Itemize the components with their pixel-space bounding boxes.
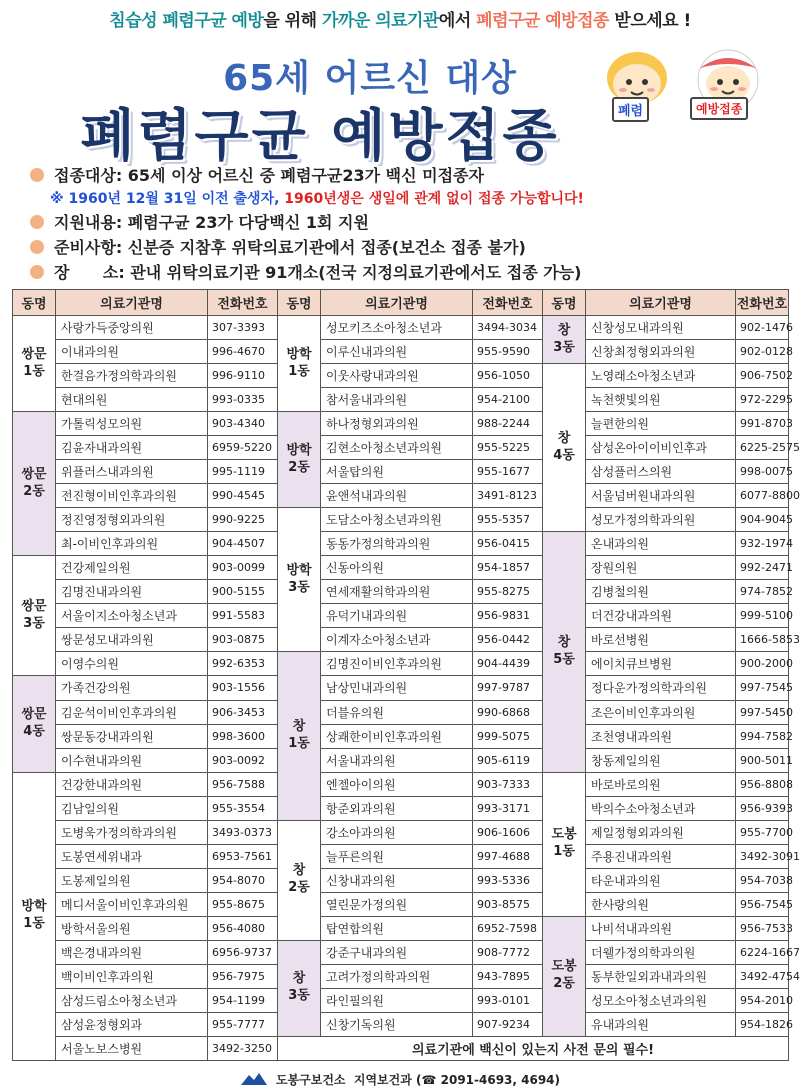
facility-name-cell: 쌍문동강내과의원 bbox=[56, 724, 208, 748]
facility-phone-cell: 956-7533 bbox=[736, 916, 789, 940]
birth-note-blue: ※ 1960년 12월 31일 이전 출생자, bbox=[50, 191, 280, 207]
vaccine-notice: 의료기관에 백신이 있는지 사전 문의 필수! bbox=[278, 1036, 789, 1060]
header-dong-1: 동명 bbox=[13, 290, 56, 316]
facility-phone-cell: 906-3453 bbox=[208, 700, 278, 724]
facility-name-cell: 남상민내과의원 bbox=[321, 676, 473, 700]
facility-name-cell: 삼성윤정형외과 bbox=[56, 1012, 208, 1036]
banner-part-1: 침습성 폐렴구균 예방 bbox=[109, 10, 264, 31]
facility-phone-cell: 997-7545 bbox=[736, 676, 789, 700]
facility-name-cell: 늘푸른의원 bbox=[321, 844, 473, 868]
dong-name-cell: 방학 1동 bbox=[13, 772, 56, 1060]
facility-name-cell: 삼성온아이이비인후과 bbox=[586, 436, 736, 460]
table-row bbox=[13, 700, 789, 724]
table-row bbox=[13, 964, 789, 988]
facility-phone-cell: 906-1606 bbox=[473, 820, 543, 844]
facility-phone-cell: 956-1050 bbox=[473, 364, 543, 388]
facility-phone-cell: 307-3393 bbox=[208, 316, 278, 340]
facility-phone-cell: 902-1476 bbox=[736, 316, 789, 340]
facility-phone-cell: 991-8703 bbox=[736, 412, 789, 436]
facility-name-cell: 정다운가정의학과의원 bbox=[586, 676, 736, 700]
facility-name-cell: 도병욱가정의학과의원 bbox=[56, 820, 208, 844]
facility-name-cell: 쌍문성모내과의원 bbox=[56, 628, 208, 652]
facility-name-cell: 상쾌한이비인후과의원 bbox=[321, 724, 473, 748]
facility-phone-cell: 3492-3250 bbox=[208, 1036, 278, 1060]
facility-name-cell: 서울넘버원내과의원 bbox=[586, 484, 736, 508]
facility-phone-cell: 955-9590 bbox=[473, 340, 543, 364]
table-body bbox=[13, 316, 800, 1061]
facility-phone-cell: 988-2244 bbox=[473, 412, 543, 436]
facility-name-cell: 동부한일외과내과의원 bbox=[586, 964, 736, 988]
dobong-logo-icon bbox=[240, 1072, 268, 1086]
bullet-icon bbox=[30, 215, 44, 229]
facility-name-cell: 항준외과의원 bbox=[321, 796, 473, 820]
facility-phone-cell: 1666-5853 bbox=[736, 628, 789, 652]
facility-name-cell: 정진영정형외과의원 bbox=[56, 508, 208, 532]
facility-name-cell: 제일정형외과의원 bbox=[586, 820, 736, 844]
table-row bbox=[13, 820, 789, 844]
facility-name-cell: 조은이비인후과의원 bbox=[586, 700, 736, 724]
table-row bbox=[13, 748, 789, 772]
banner-part-6: 받으세요 ! bbox=[608, 10, 691, 31]
table-row bbox=[13, 364, 789, 388]
facility-name-cell: 한사랑의원 bbox=[586, 892, 736, 916]
facility-name-cell: 나비석내과의원 bbox=[586, 916, 736, 940]
facility-name-cell: 백은경내과의원 bbox=[56, 940, 208, 964]
page-subtitle: 65세 어르신 대상 bbox=[223, 58, 517, 99]
facility-phone-cell: 900-2000 bbox=[736, 652, 789, 676]
table-row bbox=[13, 412, 789, 436]
facility-phone-cell: 999-5100 bbox=[736, 604, 789, 628]
facility-name-cell: 이웃사랑내과의원 bbox=[321, 364, 473, 388]
facility-phone-cell: 956-8808 bbox=[736, 772, 789, 796]
facility-phone-cell: 998-3600 bbox=[208, 724, 278, 748]
facility-name-cell: 주용진내과의원 bbox=[586, 844, 736, 868]
facility-phone-cell: 956-0415 bbox=[473, 532, 543, 556]
facility-phone-cell: 907-9234 bbox=[473, 1012, 543, 1036]
facility-phone-cell: 6959-5220 bbox=[208, 436, 278, 460]
facility-name-cell: 삼성드림소아청소년과 bbox=[56, 988, 208, 1012]
facility-name-cell: 윤앤석내과의원 bbox=[321, 484, 473, 508]
facility-phone-cell: 956-9831 bbox=[473, 604, 543, 628]
facility-phone-cell: 993-3171 bbox=[473, 796, 543, 820]
top-banner bbox=[0, 0, 800, 36]
info-target: 접종대상: 65세 이상 어르신 중 폐렴구균23가 백신 미접종자 bbox=[54, 166, 484, 185]
info-prep: 준비사항: 신분증 지참후 위탁의료기관에서 접종(보건소 접종 불가) bbox=[54, 238, 526, 257]
facility-name-cell: 가족건강의원 bbox=[56, 676, 208, 700]
facility-name-cell: 위플러스내과의원 bbox=[56, 460, 208, 484]
dong-name-cell: 방학 1동 bbox=[278, 316, 321, 412]
facility-phone-cell: 993-0335 bbox=[208, 388, 278, 412]
facility-phone-cell: 999-5075 bbox=[473, 724, 543, 748]
facility-phone-cell: 955-1677 bbox=[473, 460, 543, 484]
facility-name-cell: 창동제일의원 bbox=[586, 748, 736, 772]
facility-phone-cell: 954-2010 bbox=[736, 988, 789, 1012]
mascot-right-sign: 예방접종 bbox=[690, 97, 748, 120]
facility-name-cell: 녹천햇빛의원 bbox=[586, 388, 736, 412]
facility-name-cell: 김명진이비인후과의원 bbox=[321, 652, 473, 676]
facility-name-cell: 이수현내과의원 bbox=[56, 748, 208, 772]
facility-name-cell: 강준구내과의원 bbox=[321, 940, 473, 964]
facility-name-cell: 김현소아청소년과의원 bbox=[321, 436, 473, 460]
facility-name-cell: 더웰가정의학과의원 bbox=[586, 940, 736, 964]
dong-name-cell: 도봉 1동 bbox=[543, 772, 586, 916]
facility-phone-cell: 903-7333 bbox=[473, 772, 543, 796]
dong-name-cell: 방학 2동 bbox=[278, 412, 321, 508]
facility-name-cell: 바로바로의원 bbox=[586, 772, 736, 796]
facility-phone-cell: 903-0092 bbox=[208, 748, 278, 772]
facility-phone-cell: 998-0075 bbox=[736, 460, 789, 484]
table-row bbox=[13, 1036, 789, 1060]
facility-phone-cell: 992-6353 bbox=[208, 652, 278, 676]
facility-name-cell: 동동가정의학과의원 bbox=[321, 532, 473, 556]
facility-phone-cell: 954-8070 bbox=[208, 868, 278, 892]
table-row bbox=[13, 460, 789, 484]
facility-phone-cell: 3492-4754 bbox=[736, 964, 789, 988]
facility-name-cell: 연세재활의학과의원 bbox=[321, 580, 473, 604]
facility-phone-cell: 990-4545 bbox=[208, 484, 278, 508]
facility-name-cell: 유내과의원 bbox=[586, 1012, 736, 1036]
facility-phone-cell: 905-6119 bbox=[473, 748, 543, 772]
facility-name-cell: 삼성플러스의원 bbox=[586, 460, 736, 484]
facility-phone-cell: 6952-7598 bbox=[473, 916, 543, 940]
facility-phone-cell: 3491-8123 bbox=[473, 484, 543, 508]
facility-phone-cell: 996-9110 bbox=[208, 364, 278, 388]
header-phone-1: 전화번호 bbox=[208, 290, 278, 316]
facility-name-cell: 메디서울이비인후과의원 bbox=[56, 892, 208, 916]
facility-name-cell: 도봉연세위내과 bbox=[56, 844, 208, 868]
table-row bbox=[13, 676, 789, 700]
facility-name-cell: 유덕기내과의원 bbox=[321, 604, 473, 628]
facility-name-cell: 성모키즈소아청소년과 bbox=[321, 316, 473, 340]
facility-phone-cell: 932-1974 bbox=[736, 532, 789, 556]
dong-name-cell: 쌍문 4동 bbox=[13, 676, 56, 772]
banner-part-2: 을 위해 bbox=[263, 10, 323, 31]
info-place-row bbox=[30, 259, 790, 284]
table-row bbox=[13, 340, 789, 364]
header-facility-1: 의료기관명 bbox=[56, 290, 208, 316]
facility-name-cell: 신창기독의원 bbox=[321, 1012, 473, 1036]
facility-phone-cell: 956-7545 bbox=[736, 892, 789, 916]
facility-phone-cell: 996-4670 bbox=[208, 340, 278, 364]
bullet-icon bbox=[30, 168, 44, 182]
facility-name-cell: 서울노보스병원 bbox=[56, 1036, 208, 1060]
facility-phone-cell: 903-4340 bbox=[208, 412, 278, 436]
facility-name-cell: 성모가정의학과의원 bbox=[586, 508, 736, 532]
facility-name-cell: 신창내과의원 bbox=[321, 868, 473, 892]
facility-phone-cell: 956-9393 bbox=[736, 796, 789, 820]
facility-phone-cell: 954-1826 bbox=[736, 1012, 789, 1036]
dong-name-cell: 창 3동 bbox=[278, 940, 321, 1036]
birth-note-red: 1960년생은 생일에 관계 없이 접종 가능합니다! bbox=[279, 191, 584, 207]
facility-name-cell: 엔젤아이의원 bbox=[321, 772, 473, 796]
facility-phone-cell: 955-7700 bbox=[736, 820, 789, 844]
facility-name-cell: 도봉제일의원 bbox=[56, 868, 208, 892]
facility-name-cell: 김남일의원 bbox=[56, 796, 208, 820]
dong-name-cell: 창 3동 bbox=[543, 316, 586, 364]
facility-phone-cell: 3492-3091 bbox=[736, 844, 789, 868]
facility-name-cell: 현대의원 bbox=[56, 388, 208, 412]
facility-name-cell: 서울탑의원 bbox=[321, 460, 473, 484]
facility-phone-cell: 956-7975 bbox=[208, 964, 278, 988]
facility-name-cell: 서울내과의원 bbox=[321, 748, 473, 772]
facility-name-cell: 백이비인후과의원 bbox=[56, 964, 208, 988]
facility-name-cell: 참서울내과의원 bbox=[321, 388, 473, 412]
facility-phone-cell: 997-5450 bbox=[736, 700, 789, 724]
facility-name-cell: 방학서울의원 bbox=[56, 916, 208, 940]
table-row bbox=[13, 580, 789, 604]
dong-name-cell: 창 2동 bbox=[278, 820, 321, 940]
facility-phone-cell: 956-7588 bbox=[208, 772, 278, 796]
facility-phone-cell: 972-2295 bbox=[736, 388, 789, 412]
facility-phone-cell: 955-8675 bbox=[208, 892, 278, 916]
facility-name-cell: 김명진내과의원 bbox=[56, 580, 208, 604]
dong-name-cell: 도봉 2동 bbox=[543, 916, 586, 1036]
bullet-icon bbox=[30, 240, 44, 254]
table-row bbox=[13, 844, 789, 868]
info-place: 장 소: 관내 위탁의료기관 91개소(전국 지정의료기관에서도 접종 가능) bbox=[54, 263, 582, 282]
header-phone-2: 전화번호 bbox=[473, 290, 543, 316]
facility-name-cell: 신동아의원 bbox=[321, 556, 473, 580]
facility-phone-cell: 6956-9737 bbox=[208, 940, 278, 964]
facility-phone-cell: 997-9787 bbox=[473, 676, 543, 700]
facility-phone-cell: 955-7777 bbox=[208, 1012, 278, 1036]
facility-name-cell: 노영래소아청소년과 bbox=[586, 364, 736, 388]
footer-text: 도봉구보건소 지역보건과 (☎ 2091-4693, 4694) bbox=[275, 1072, 561, 1087]
info-target-row bbox=[30, 162, 790, 187]
facility-phone-cell: 3493-0373 bbox=[208, 820, 278, 844]
page-title: 폐렴구균 예방접종 bbox=[80, 104, 560, 169]
facility-phone-cell: 992-2471 bbox=[736, 556, 789, 580]
facility-phone-cell: 906-7502 bbox=[736, 364, 789, 388]
footer bbox=[0, 1068, 800, 1090]
table-row bbox=[13, 796, 789, 820]
banner-part-4: 에서 bbox=[438, 10, 477, 31]
facility-phone-cell: 908-7772 bbox=[473, 940, 543, 964]
facility-phone-cell: 974-7852 bbox=[736, 580, 789, 604]
table-row bbox=[13, 652, 789, 676]
facility-name-cell: 열린문가정의원 bbox=[321, 892, 473, 916]
facility-phone-cell: 954-1857 bbox=[473, 556, 543, 580]
facility-name-cell: 강소아과의원 bbox=[321, 820, 473, 844]
table-row bbox=[13, 388, 789, 412]
header-phone-3: 전화번호 bbox=[736, 290, 789, 316]
facility-name-cell: 이내과의원 bbox=[56, 340, 208, 364]
facility-name-cell: 라인필의원 bbox=[321, 988, 473, 1012]
facility-phone-cell: 902-0128 bbox=[736, 340, 789, 364]
facility-phone-cell: 903-0099 bbox=[208, 556, 278, 580]
table-row bbox=[13, 484, 789, 508]
facility-name-cell: 늘편한의원 bbox=[586, 412, 736, 436]
header-dong-2: 동명 bbox=[278, 290, 321, 316]
facility-name-cell: 건강한내과의원 bbox=[56, 772, 208, 796]
facility-phone-cell: 956-4080 bbox=[208, 916, 278, 940]
facility-phone-cell: 994-7582 bbox=[736, 724, 789, 748]
facility-name-cell: 김병철의원 bbox=[586, 580, 736, 604]
birth-note bbox=[30, 187, 790, 209]
facility-name-cell: 건강제일의원 bbox=[56, 556, 208, 580]
facility-name-cell: 이계자소아청소년과 bbox=[321, 628, 473, 652]
facility-name-cell: 가톨릭성모의원 bbox=[56, 412, 208, 436]
facility-name-cell: 탑연합의원 bbox=[321, 916, 473, 940]
info-support: 지원내용: 폐렴구균 23가 다당백신 1회 지원 bbox=[54, 213, 369, 232]
facility-name-cell: 도담소아청소년과의원 bbox=[321, 508, 473, 532]
facility-name-cell: 더블유의원 bbox=[321, 700, 473, 724]
facility-phone-cell: 995-1119 bbox=[208, 460, 278, 484]
facility-phone-cell: 943-7895 bbox=[473, 964, 543, 988]
facility-name-cell: 이루신내과의원 bbox=[321, 340, 473, 364]
facility-phone-cell: 991-5583 bbox=[208, 604, 278, 628]
header-dong-3: 동명 bbox=[543, 290, 586, 316]
facility-phone-cell: 990-9225 bbox=[208, 508, 278, 532]
dong-name-cell: 쌍문 3동 bbox=[13, 556, 56, 676]
facility-phone-cell: 955-3554 bbox=[208, 796, 278, 820]
table-row bbox=[13, 508, 789, 532]
facility-phone-cell: 955-5357 bbox=[473, 508, 543, 532]
table-row bbox=[13, 316, 789, 340]
info-prep-row bbox=[30, 234, 790, 259]
facility-phone-cell: 990-6868 bbox=[473, 700, 543, 724]
table-row bbox=[13, 988, 789, 1012]
facility-name-cell: 에이치큐브병원 bbox=[586, 652, 736, 676]
facility-phone-cell: 904-4439 bbox=[473, 652, 543, 676]
facility-phone-cell: 900-5011 bbox=[736, 748, 789, 772]
dong-name-cell: 쌍문 2동 bbox=[13, 412, 56, 556]
facility-name-cell: 성모소아청소년과의원 bbox=[586, 988, 736, 1012]
facility-phone-cell: 993-5336 bbox=[473, 868, 543, 892]
table-row bbox=[13, 532, 789, 556]
dong-name-cell: 창 5동 bbox=[543, 532, 586, 772]
facility-table bbox=[12, 289, 800, 1061]
facility-name-cell: 한걸음가정의학과의원 bbox=[56, 364, 208, 388]
table-row bbox=[13, 1012, 789, 1036]
facility-name-cell: 김운석이비인후과의원 bbox=[56, 700, 208, 724]
facility-name-cell: 고려가정의학과의원 bbox=[321, 964, 473, 988]
info-support-row bbox=[30, 209, 790, 234]
facility-name-cell: 신창최정형외과의원 bbox=[586, 340, 736, 364]
facility-name-cell: 전진형이비인후과의원 bbox=[56, 484, 208, 508]
facility-name-cell: 조천영내과의원 bbox=[586, 724, 736, 748]
facility-phone-cell: 993-0101 bbox=[473, 988, 543, 1012]
table-row bbox=[13, 892, 789, 916]
dong-name-cell: 창 1동 bbox=[278, 652, 321, 820]
table-row bbox=[13, 868, 789, 892]
dong-name-cell: 방학 3동 bbox=[278, 508, 321, 652]
facility-name-cell: 이영수의원 bbox=[56, 652, 208, 676]
table-row bbox=[13, 940, 789, 964]
facility-phone-cell: 954-1199 bbox=[208, 988, 278, 1012]
facility-phone-cell: 954-2100 bbox=[473, 388, 543, 412]
facility-phone-cell: 954-7038 bbox=[736, 868, 789, 892]
facility-name-cell: 박의수소아청소년과 bbox=[586, 796, 736, 820]
table-row bbox=[13, 916, 789, 940]
table-row bbox=[13, 772, 789, 796]
facility-name-cell: 하나정형외과의원 bbox=[321, 412, 473, 436]
facility-phone-cell: 900-5155 bbox=[208, 580, 278, 604]
facility-phone-cell: 6225-2575 bbox=[736, 436, 789, 460]
facility-phone-cell: 904-4507 bbox=[208, 532, 278, 556]
table-row bbox=[13, 436, 789, 460]
facility-name-cell: 김윤자내과의원 bbox=[56, 436, 208, 460]
table-row bbox=[13, 556, 789, 580]
facility-name-cell: 서울이지소아청소년과 bbox=[56, 604, 208, 628]
vaccination-info bbox=[30, 162, 790, 284]
facility-phone-cell: 903-8575 bbox=[473, 892, 543, 916]
header-facility-2: 의료기관명 bbox=[321, 290, 473, 316]
table-row bbox=[13, 604, 789, 628]
facility-name-cell: 더건강내과의원 bbox=[586, 604, 736, 628]
table-row bbox=[13, 628, 789, 652]
bullet-icon bbox=[30, 265, 44, 279]
facility-phone-cell: 903-0875 bbox=[208, 628, 278, 652]
facility-phone-cell: 904-9045 bbox=[736, 508, 789, 532]
facility-name-cell: 신창성모내과의원 bbox=[586, 316, 736, 340]
facility-phone-cell: 955-8275 bbox=[473, 580, 543, 604]
table-header-row bbox=[13, 290, 789, 316]
dong-name-cell: 쌍문 1동 bbox=[13, 316, 56, 412]
banner-part-3: 가까운 의료기관 bbox=[322, 10, 439, 31]
facility-phone-cell: 6224-1667 bbox=[736, 940, 789, 964]
facility-name-cell: 장원의원 bbox=[586, 556, 736, 580]
facility-phone-cell: 6077-8800 bbox=[736, 484, 789, 508]
facility-phone-cell: 956-0442 bbox=[473, 628, 543, 652]
header-facility-3: 의료기관명 bbox=[586, 290, 736, 316]
facility-name-cell: 사랑가득중앙의원 bbox=[56, 316, 208, 340]
facility-phone-cell: 3494-3034 bbox=[473, 316, 543, 340]
facility-name-cell: 타운내과의원 bbox=[586, 868, 736, 892]
dong-name-cell: 창 4동 bbox=[543, 364, 586, 532]
facility-phone-cell: 6953-7561 bbox=[208, 844, 278, 868]
facility-name-cell: 바로선병원 bbox=[586, 628, 736, 652]
facility-name-cell: 최-이비인후과의원 bbox=[56, 532, 208, 556]
mascot-left-sign: 폐렴 bbox=[612, 97, 649, 122]
facility-phone-cell: 903-1556 bbox=[208, 676, 278, 700]
table-row bbox=[13, 724, 789, 748]
facility-phone-cell: 997-4688 bbox=[473, 844, 543, 868]
facility-phone-cell: 955-5225 bbox=[473, 436, 543, 460]
facility-name-cell: 온내과의원 bbox=[586, 532, 736, 556]
banner-part-5: 폐렴구균 예방접종 bbox=[476, 10, 609, 31]
